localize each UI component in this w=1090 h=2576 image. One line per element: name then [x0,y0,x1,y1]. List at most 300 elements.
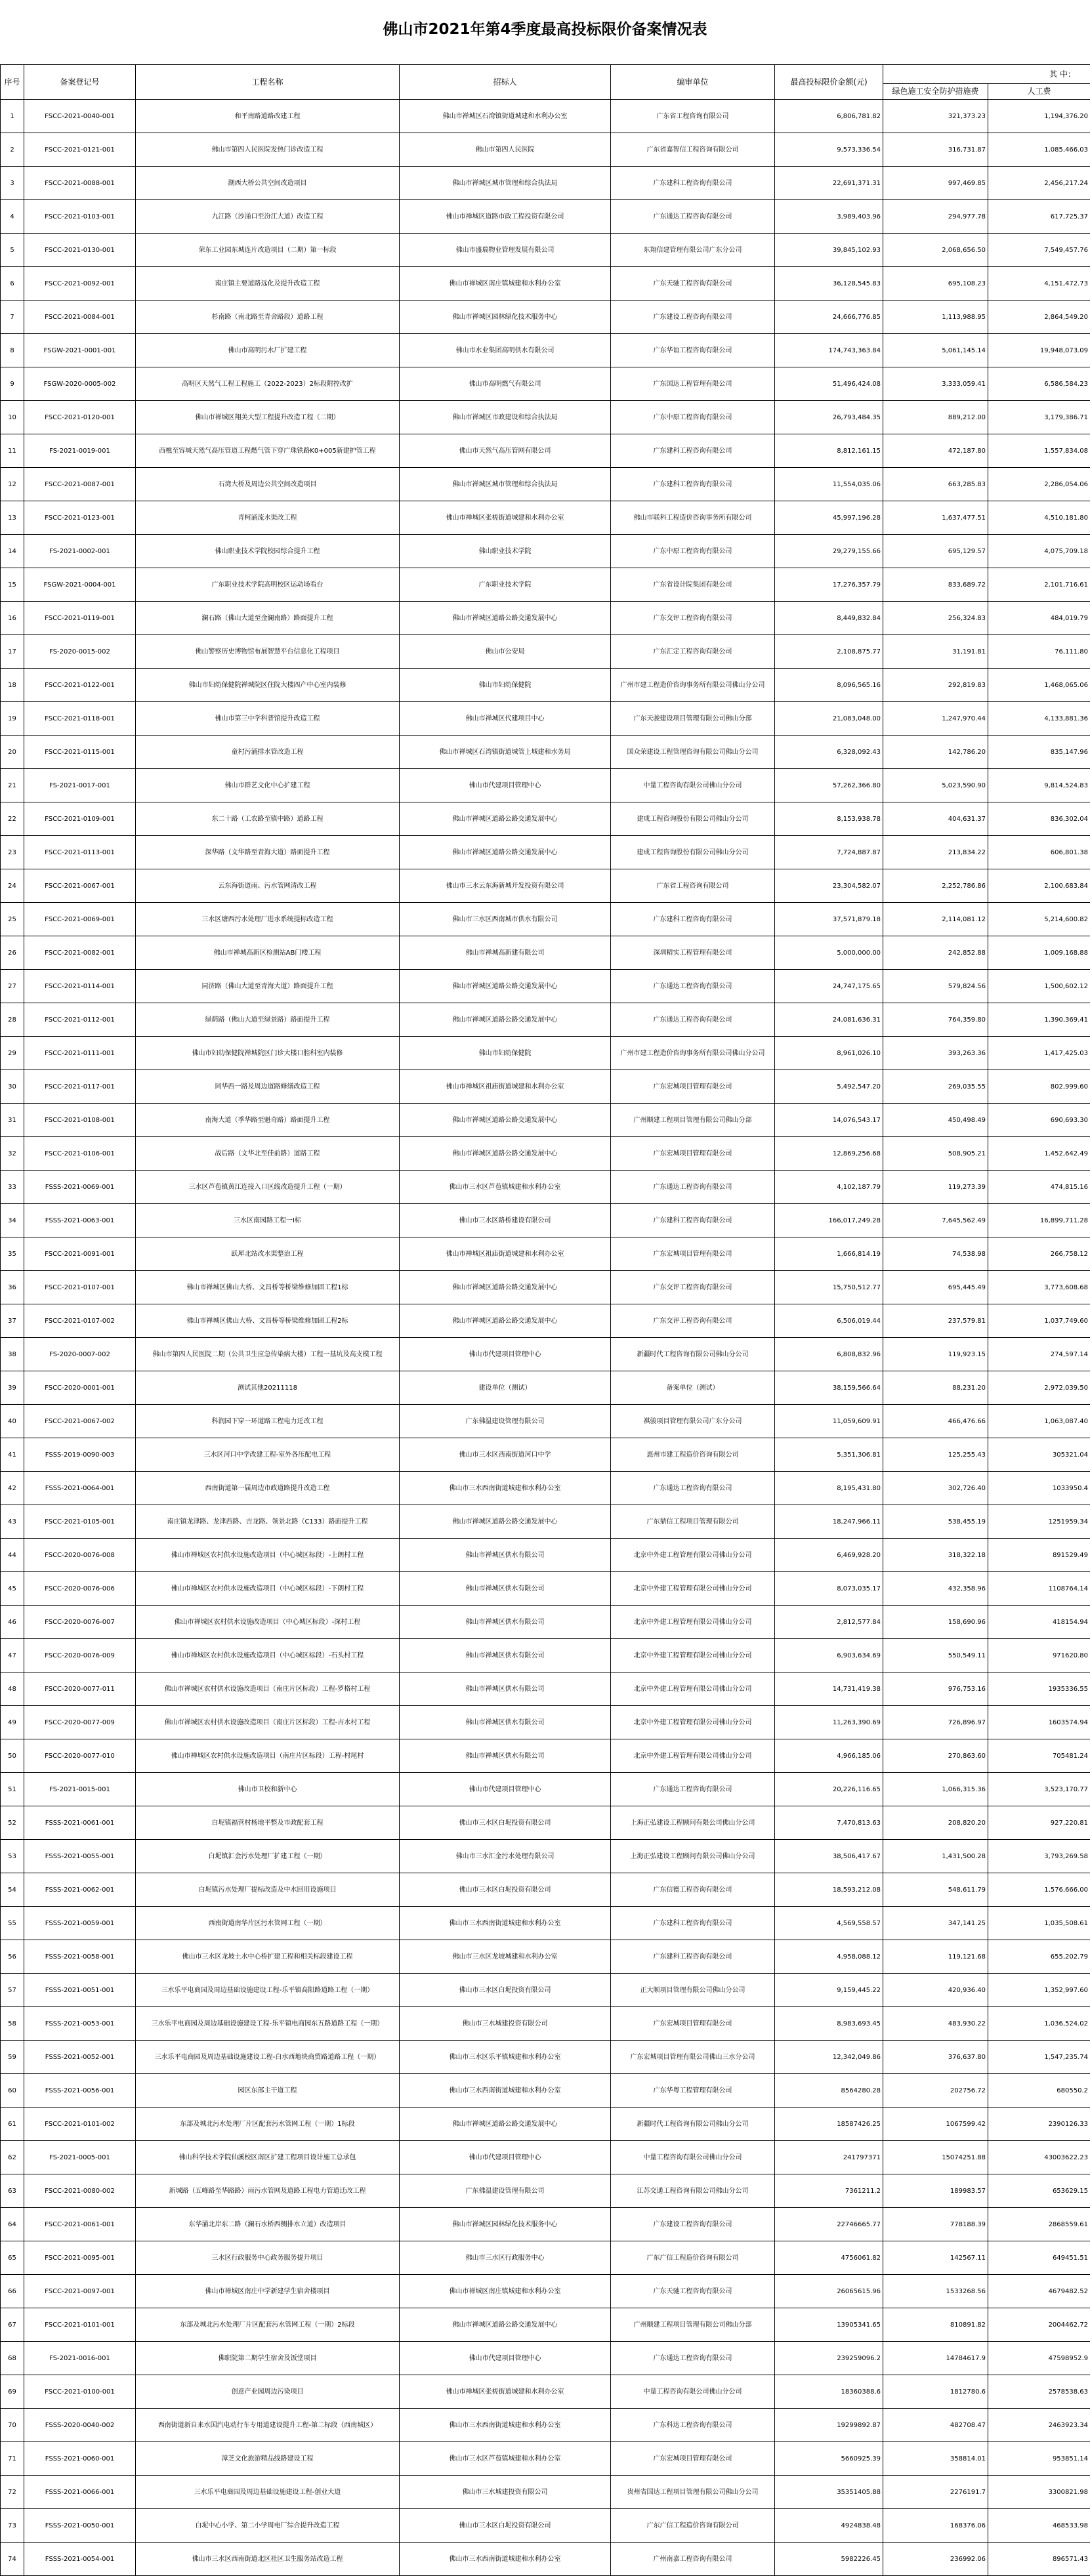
cell-seq: 64 [1,2208,24,2241]
cell-seq: 44 [1,1539,24,1572]
header-seq: 序号 [1,65,24,100]
table-row [1,367,1090,401]
cell-registration-no: FSSS-2021-0054-001 [24,2543,136,2576]
cell-max-price: 14,731,419.38 [775,1672,883,1706]
cell-project-name: 三水区河口中学改建工程-室外各压配电工程 [136,1438,400,1472]
cell-project-name: 创意产业园周边污染项目 [136,2375,400,2409]
cell-project-name: 佛山市妇幼保健院禅城院区住院大楼四产中心室内装修 [136,669,400,702]
table-row [1,1907,1090,1940]
cell-project-name: 佛山市三水区龙坡土水中心桥扩建工程和相关标段建设工程 [136,1940,400,1974]
cell-max-price: 19299892.87 [775,2409,883,2442]
cell-project-name: 佛职院第二期学生宿舍及饭堂项目 [136,2342,400,2375]
cell-max-price: 5982226.45 [775,2543,883,2576]
cell-seq: 24 [1,869,24,903]
cell-max-price: 39,845,102.93 [775,234,883,267]
cell-max-price: 5,000,000.00 [775,936,883,970]
cell-registration-no: FSCC-2021-0091-001 [24,1237,136,1271]
table-row [1,1104,1090,1137]
cell-project-name: 佛山市禅城区农村供水设施改造项目（南庄片区标段）工程-吉水村工程 [136,1706,400,1739]
cell-green-safety-fee: 695,129.57 [883,535,988,568]
cell-registration-no: FS-2021-0016-001 [24,2342,136,2375]
cell-project-name: 白坭镇污水处理厂提标改造及中水回用设施项目 [136,1873,400,1907]
cell-green-safety-fee: 1533268.56 [883,2275,988,2308]
cell-seq: 55 [1,1907,24,1940]
cell-labor-cost: 1,352,997.60 [988,1974,1090,2007]
table-row [1,2442,1090,2476]
cell-seq: 47 [1,1639,24,1672]
cell-registration-no: FSCC-2021-0107-002 [24,1304,136,1338]
cell-project-name: 佛山职业技术学院校园综合提升工程 [136,535,400,568]
cell-green-safety-fee: 208,820.20 [883,1806,988,1840]
table-row [1,1137,1090,1171]
cell-green-safety-fee: 483,930.22 [883,2007,988,2041]
cell-green-safety-fee: 508,905.21 [883,1137,988,1171]
cell-registration-no: FSCC-2020-0001-001 [24,1371,136,1405]
table-row [1,2409,1090,2442]
table-row [1,1304,1090,1338]
cell-seq: 43 [1,1505,24,1539]
cell-max-price: 15,750,512.77 [775,1271,883,1304]
cell-tenderer: 佛山市禅城区南庄镇城建和水利办公室 [400,267,611,301]
cell-project-name: 荣东工业园东城连片改造项目（二期）第一标段 [136,234,400,267]
cell-max-price: 8,812,161.15 [775,434,883,468]
cell-compiler: 北京中外建工程管理有限公司佛山分公司 [611,1606,775,1639]
cell-max-price: 7,724,887.87 [775,836,883,869]
cell-labor-cost: 606,801.38 [988,836,1090,869]
table-row [1,1639,1090,1672]
cell-green-safety-fee: 393,263.36 [883,1037,988,1070]
cell-project-name: 三水区行政服务中心政务服务提升项目 [136,2241,400,2275]
cell-registration-no: FSCC-2021-0117-001 [24,1070,136,1104]
cell-project-name: 佛山市第四人民医院二期（公共卫生应急传染病大楼）工程一基坑及高支模工程 [136,1338,400,1371]
cell-tenderer: 佛山市三水西南街道城建和水利办公室 [400,2409,611,2442]
cell-compiler: 广东建科工程咨询有限公司 [611,1907,775,1940]
cell-tenderer: 广东职业技术学院 [400,568,611,602]
cell-seq: 22 [1,802,24,836]
cell-project-name: 同华西一路及周边道路修缮改造工程 [136,1070,400,1104]
table-row [1,2208,1090,2241]
cell-seq: 20 [1,736,24,769]
cell-registration-no: FSCC-2021-0088-001 [24,167,136,200]
header-max-price: 最高投标限价金额(元) [775,65,883,100]
table-row [1,769,1090,802]
cell-labor-cost: 2,972,039.50 [988,1371,1090,1405]
cell-labor-cost: 653629.15 [988,2174,1090,2208]
cell-tenderer: 佛山市禅城区石湾镇街道城建和水利办公室 [400,100,611,133]
cell-project-name: 西南街道新自来水国汽电动行车专用道建设提升工程-第二标段（西南城区） [136,2409,400,2442]
cell-max-price: 24,081,636.31 [775,1003,883,1037]
table-row [1,1606,1090,1639]
cell-labor-cost: 1,035,508.61 [988,1907,1090,1940]
cell-compiler: 广东广信工程造价咨询有限公司 [611,2509,775,2543]
table-header [1,65,1090,100]
cell-max-price: 20,226,116.65 [775,1773,883,1806]
cell-registration-no: FS-2020-0007-002 [24,1338,136,1371]
table-row [1,1405,1090,1438]
cell-registration-no: FSCC-2021-0087-001 [24,468,136,501]
cell-max-price: 6,469,928.20 [775,1539,883,1572]
table-row [1,2007,1090,2041]
table-row [1,669,1090,702]
cell-max-price: 174,743,363.84 [775,334,883,367]
cell-max-price: 9,573,336.54 [775,133,883,167]
cell-green-safety-fee: 1,247,970.44 [883,702,988,736]
table-row [1,434,1090,468]
cell-compiler: 广州市建工程造价咨询事务所有限公司佛山分公司 [611,669,775,702]
table-row [1,133,1090,167]
header-among: 其 中： [883,65,1090,84]
table-row [1,1204,1090,1237]
cell-project-name: 杉南路（南北路至青舍路段）道路工程 [136,301,400,334]
cell-registration-no: FSCC-2021-0095-001 [24,2241,136,2275]
cell-compiler: 佛山市联科工程造价咨询事务所有限公司 [611,501,775,535]
cell-green-safety-fee: 236992.06 [883,2543,988,2576]
cell-compiler: 中量工程咨询有限公司佛山分公司 [611,2375,775,2409]
cell-labor-cost: 1108764.14 [988,1572,1090,1606]
cell-registration-no: FSSS-2021-0055-001 [24,1840,136,1873]
cell-compiler: 广东交评工程咨询有限公司 [611,602,775,635]
cell-labor-cost: 1,037,749.60 [988,1304,1090,1338]
cell-compiler: 广州市建工程造价咨询事务所有限公司佛山分公司 [611,1037,775,1070]
cell-tenderer: 佛山市禅城区供水有限公司 [400,1706,611,1739]
cell-compiler: 广州顺建工程项目管理有限公司佛山分部 [611,1104,775,1137]
cell-compiler: 广东汇定工程咨询有限公司 [611,635,775,669]
cell-labor-cost: 16,899,711.28 [988,1204,1090,1237]
cell-labor-cost: 649451.51 [988,2241,1090,2275]
filing-table [0,64,1090,2576]
cell-registration-no: FSSS-2021-0052-001 [24,2041,136,2074]
cell-green-safety-fee: 695,108.23 [883,267,988,301]
cell-labor-cost: 7,549,457.76 [988,234,1090,267]
cell-max-price: 22,691,371.31 [775,167,883,200]
cell-max-price: 8,449,832.84 [775,602,883,635]
cell-registration-no: FSCC-2021-0123-001 [24,501,136,535]
cell-project-name: 高明区天然气工程工程施工（2022-2023）2标段附控改扩 [136,367,400,401]
table-row [1,1739,1090,1773]
cell-seq: 28 [1,1003,24,1037]
cell-tenderer: 佛山市三水云东海新城开发投资有限公司 [400,869,611,903]
cell-seq: 54 [1,1873,24,1907]
cell-labor-cost: 1,036,524.02 [988,2007,1090,2041]
cell-seq: 19 [1,702,24,736]
cell-project-name: 东部及城北污水处理厂片区配套污水管网工程（一期）2标段 [136,2308,400,2342]
table-row [1,1840,1090,1873]
cell-compiler: 北京中外建工程管理有限公司佛山分公司 [611,1706,775,1739]
cell-compiler: 广东中原工程咨询有限公司 [611,401,775,434]
cell-labor-cost: 4,510,181.80 [988,501,1090,535]
cell-registration-no: FSGW-2021-0001-001 [24,334,136,367]
cell-seq: 59 [1,2041,24,2074]
table-row [1,2141,1090,2174]
cell-labor-cost: 2,864,549.20 [988,301,1090,334]
cell-max-price: 8,961,026.10 [775,1037,883,1070]
cell-project-name: 跃犀北站改水渠整治工程 [136,1237,400,1271]
cell-registration-no: FSCC-2021-0118-001 [24,702,136,736]
cell-compiler: 祺骏项目管理有限公司广东分公司 [611,1405,775,1438]
cell-green-safety-fee: 889,212.00 [883,401,988,434]
cell-registration-no: FSCC-2021-0103-001 [24,200,136,234]
cell-project-name: 东二十路（工农路至镇中路）道路工程 [136,802,400,836]
cell-seq: 46 [1,1606,24,1639]
cell-labor-cost: 1,468,065.06 [988,669,1090,702]
cell-max-price: 7361211.2 [775,2174,883,2208]
cell-registration-no: FSCC-2021-0130-001 [24,234,136,267]
cell-labor-cost: 1,547,235.74 [988,2041,1090,2074]
cell-tenderer: 佛山市第四人民医院 [400,133,611,167]
cell-compiler: 广东宏城项目管理有限公司 [611,1137,775,1171]
cell-labor-cost: 1,009,168.88 [988,936,1090,970]
cell-max-price: 241797371 [775,2141,883,2174]
cell-labor-cost: 4,151,472.73 [988,267,1090,301]
cell-max-price: 24,666,776.85 [775,301,883,334]
cell-green-safety-fee: 119,923.15 [883,1338,988,1371]
cell-tenderer: 佛山市禅城区代建项目中心 [400,702,611,736]
cell-labor-cost: 305321.04 [988,1438,1090,1472]
cell-green-safety-fee: 833,689.72 [883,568,988,602]
cell-compiler: 广东宏城项目管理有限公司 [611,1237,775,1271]
cell-project-name: 佛山市禅城区农村供水设施改造项目（中心城区标段）-深村工程 [136,1606,400,1639]
cell-seq: 38 [1,1338,24,1371]
cell-registration-no: FSCC-2021-0084-001 [24,301,136,334]
cell-project-name: 测试其他20211118 [136,1371,400,1405]
cell-tenderer: 建设单位（测试） [400,1371,611,1405]
cell-project-name: 石湾大桥及周边公共空间改造项目 [136,468,400,501]
cell-seq: 50 [1,1739,24,1773]
cell-seq: 69 [1,2375,24,2409]
cell-compiler: 广州南嘉工程咨询有限公司 [611,2543,775,2576]
table-row [1,836,1090,869]
cell-tenderer: 佛山市禅城区道路公路交通发展中心 [400,1137,611,1171]
cell-compiler: 广东建科工程咨询有限公司 [611,434,775,468]
cell-tenderer: 佛山市三水西南街道城建和水利办公室 [400,2543,611,2576]
cell-green-safety-fee: 466,476.66 [883,1405,988,1438]
cell-project-name: 佛山警察历史博物馆布展智慧平台信息化工程项目 [136,635,400,669]
cell-seq: 67 [1,2308,24,2342]
cell-seq: 25 [1,903,24,936]
cell-tenderer: 佛山市禅城区市政建设和综合执法局 [400,401,611,434]
cell-green-safety-fee: 14784617.9 [883,2342,988,2375]
cell-project-name: 云东海街道雨、污水管网清改工程 [136,869,400,903]
cell-labor-cost: 3,793,269.58 [988,1840,1090,1873]
cell-compiler: 贵州省国达工程项目管理有限公司佛山分公司 [611,2476,775,2509]
cell-labor-cost: 2004462.72 [988,2308,1090,2342]
cell-green-safety-fee: 5,061,145.14 [883,334,988,367]
cell-project-name: 佛山市妇幼保健院禅城院区门诊大楼口腔科室内装修 [136,1037,400,1070]
cell-compiler: 广东交评工程咨询有限公司 [611,1271,775,1304]
cell-compiler: 广东广信工程造价咨询有限公司 [611,2241,775,2275]
cell-labor-cost: 3,179,386.71 [988,401,1090,434]
cell-tenderer: 佛山市水业集团高明供水有限公司 [400,334,611,367]
cell-seq: 70 [1,2409,24,2442]
cell-green-safety-fee: 550,549.11 [883,1639,988,1672]
cell-max-price: 8,983,693.45 [775,2007,883,2041]
cell-project-name: 漳芝文化旅游精品线路建设工程 [136,2442,400,2476]
cell-max-price: 4,102,187.79 [775,1171,883,1204]
cell-tenderer: 佛山市禅城区南庄镇城建和水利办公室 [400,2275,611,2308]
cell-registration-no: FSGW-2021-0004-001 [24,568,136,602]
cell-project-name: 佛山市禅城区翔美大型工程提升改造工程（二期） [136,401,400,434]
cell-project-name: 九江路（沙涌口至汾江大道）改造工程 [136,200,400,234]
cell-max-price: 8,096,565.16 [775,669,883,702]
cell-compiler: 广东华粤工程管理有限公司 [611,2074,775,2108]
cell-registration-no: FSCC-2021-0067-002 [24,1405,136,1438]
cell-green-safety-fee: 292,819.83 [883,669,988,702]
cell-max-price: 18,247,966.11 [775,1505,883,1539]
cell-seq: 32 [1,1137,24,1171]
cell-seq: 31 [1,1104,24,1137]
cell-green-safety-fee: 548,611.79 [883,1873,988,1907]
cell-registration-no: FSCC-2021-0114-001 [24,970,136,1003]
cell-registration-no: FSCC-2021-0121-001 [24,133,136,167]
cell-seq: 18 [1,669,24,702]
cell-tenderer: 佛山市三水西南街道城建和水利办公室 [400,2074,611,2108]
cell-seq: 29 [1,1037,24,1070]
cell-max-price: 9,159,445.22 [775,1974,883,2007]
cell-labor-cost: 690,693.30 [988,1104,1090,1137]
cell-seq: 53 [1,1840,24,1873]
cell-project-name: 园区东部主干道工程 [136,2074,400,2108]
cell-registration-no: FSCC-2021-0120-001 [24,401,136,434]
cell-project-name: 佛山市卫校和新中心 [136,1773,400,1806]
table-row [1,602,1090,635]
cell-tenderer: 佛山市三水区路桥建设有限公司 [400,1204,611,1237]
cell-labor-cost: 1,085,466.03 [988,133,1090,167]
cell-green-safety-fee: 778188.39 [883,2208,988,2241]
cell-green-safety-fee: 302,726.40 [883,1472,988,1505]
cell-tenderer: 佛山市三水汇金污水处理有限公司 [400,1840,611,1873]
cell-labor-cost: 891529.49 [988,1539,1090,1572]
cell-registration-no: FSSS-2021-0059-001 [24,1907,136,1940]
cell-green-safety-fee: 294,977.78 [883,200,988,234]
table-row [1,1706,1090,1739]
cell-max-price: 23,304,582.07 [775,869,883,903]
cell-compiler: 北京中外建工程管理有限公司佛山分公司 [611,1672,775,1706]
table-row [1,2308,1090,2342]
cell-green-safety-fee: 695,445.49 [883,1271,988,1304]
cell-seq: 2 [1,133,24,167]
table-row [1,2375,1090,2409]
cell-project-name: 东部及城北污水处理厂片区配套污水管网工程（一期）1标段 [136,2108,400,2141]
cell-project-name: 青柯涌流水渠改工程 [136,501,400,535]
cell-seq: 12 [1,468,24,501]
cell-tenderer: 佛山市禅城区道路公路交通发展中心 [400,1104,611,1137]
cell-green-safety-fee: 119,121.68 [883,1940,988,1974]
table-row [1,334,1090,367]
table-row [1,1371,1090,1405]
cell-labor-cost: 3300821.98 [988,2476,1090,2509]
cell-seq: 68 [1,2342,24,2375]
cell-green-safety-fee: 158,690.96 [883,1606,988,1639]
cell-labor-cost: 9,814,524.83 [988,769,1090,802]
cell-registration-no: FSSS-2021-0051-001 [24,1974,136,2007]
cell-green-safety-fee: 764,359.80 [883,1003,988,1037]
cell-max-price: 1,666,814.19 [775,1237,883,1271]
cell-tenderer: 佛山市代建项目管理中心 [400,2342,611,2375]
cell-green-safety-fee: 189983.57 [883,2174,988,2208]
cell-compiler: 广东建科工程咨询有限公司 [611,903,775,936]
cell-max-price: 26,793,484.35 [775,401,883,434]
header-project-name: 工程名称 [136,65,400,100]
cell-seq: 26 [1,936,24,970]
cell-compiler: 中量工程咨询有限公司佛山分公司 [611,769,775,802]
cell-compiler: 北京中外建工程管理有限公司佛山分公司 [611,1572,775,1606]
header-green-safety-fee: 绿色施工安全防护措施费 [883,84,988,100]
cell-project-name: 南庄镇龙津路、龙津西路、吉龙路、领景北路（C133）路面提升工程 [136,1505,400,1539]
cell-green-safety-fee: 2,252,786.86 [883,869,988,903]
cell-compiler: 新疆时代工程咨询有限公司佛山分公司 [611,2108,775,2141]
cell-compiler: 广东省工程咨询有限公司 [611,869,775,903]
cell-tenderer: 佛山市代建项目管理中心 [400,769,611,802]
cell-max-price: 12,342,049.86 [775,2041,883,2074]
cell-seq: 15 [1,568,24,602]
table-row [1,2174,1090,2208]
cell-registration-no: FS-2021-0002-001 [24,535,136,568]
cell-labor-cost: 655,202.79 [988,1940,1090,1974]
cell-green-safety-fee: 997,469.85 [883,167,988,200]
cell-compiler: 广州顺建工程项目管理有限公司佛山分部 [611,2308,775,2342]
table-row [1,535,1090,568]
cell-green-safety-fee: 237,579.81 [883,1304,988,1338]
cell-seq: 61 [1,2108,24,2141]
cell-compiler: 广东天驰工程咨询有限公司 [611,2275,775,2308]
cell-seq: 11 [1,434,24,468]
cell-labor-cost: 2868559.61 [988,2208,1090,2241]
cell-labor-cost: 3,523,170.77 [988,1773,1090,1806]
cell-tenderer: 佛山市三水区芦苞镇城建和水利办公室 [400,2442,611,2476]
cell-project-name: 佛山市禅城区农村供水设施改造项目（南庄片区标段）工程-村尾村 [136,1739,400,1773]
cell-compiler: 广东天驰工程咨询有限公司 [611,267,775,301]
table-row [1,568,1090,602]
cell-registration-no: FSCC-2021-0122-001 [24,669,136,702]
cell-project-name: 三水乐平电商园及周边基础设施建设工程-乐平镇高阳路道路工程（一期） [136,1974,400,2007]
cell-green-safety-fee: 579,824.56 [883,970,988,1003]
cell-project-name: 三水乐平电商园及周边基础设施建设工程-创业大道 [136,2476,400,2509]
cell-seq: 66 [1,2275,24,2308]
cell-green-safety-fee: 450,498.49 [883,1104,988,1137]
cell-max-price: 13905341.65 [775,2308,883,2342]
table-row [1,2342,1090,2375]
cell-compiler: 广东信德工程咨询有限公司 [611,1873,775,1907]
cell-max-price: 8564280.28 [775,2074,883,2108]
cell-green-safety-fee: 1,637,477.51 [883,501,988,535]
cell-labor-cost: 6,586,584.23 [988,367,1090,401]
cell-compiler: 广东宏城项目管理有限公司 [611,1070,775,1104]
cell-tenderer: 佛山市三水区白坭投资有限公司 [400,1873,611,1907]
cell-tenderer: 佛山市禅城区道路公路交通发展中心 [400,970,611,1003]
cell-max-price: 18,593,212.08 [775,1873,883,1907]
cell-registration-no: FSSS-2021-0062-001 [24,1873,136,1907]
cell-tenderer: 佛山市三水区白坭投资有限公司 [400,1974,611,2007]
cell-registration-no: FSCC-2021-0097-001 [24,2275,136,2308]
cell-compiler: 广东建科工程咨询有限公司 [611,1940,775,1974]
table-row [1,736,1090,769]
cell-tenderer: 佛山市公安局 [400,635,611,669]
cell-seq: 58 [1,2007,24,2041]
cell-registration-no: FSGW-2020-0005-002 [24,367,136,401]
cell-compiler: 广东宏城项目管理有限公司佛山三水分公司 [611,2041,775,2074]
cell-max-price: 38,159,566.64 [775,1371,883,1405]
cell-compiler: 广东建设工程咨询有限公司 [611,301,775,334]
cell-compiler: 新疆时代工程咨询有限公司佛山分公司 [611,1338,775,1371]
cell-labor-cost: 1,390,369.41 [988,1003,1090,1037]
cell-max-price: 22746665.77 [775,2208,883,2241]
cell-registration-no: FSCC-2020-0076-009 [24,1639,136,1672]
cell-max-price: 7,470,813.63 [775,1806,883,1840]
cell-labor-cost: 617,725.37 [988,200,1090,234]
cell-registration-no: FSCC-2021-0092-001 [24,267,136,301]
cell-tenderer: 佛山市三水城建投资有限公司 [400,2476,611,2509]
cell-labor-cost: 1,500,602.12 [988,970,1090,1003]
